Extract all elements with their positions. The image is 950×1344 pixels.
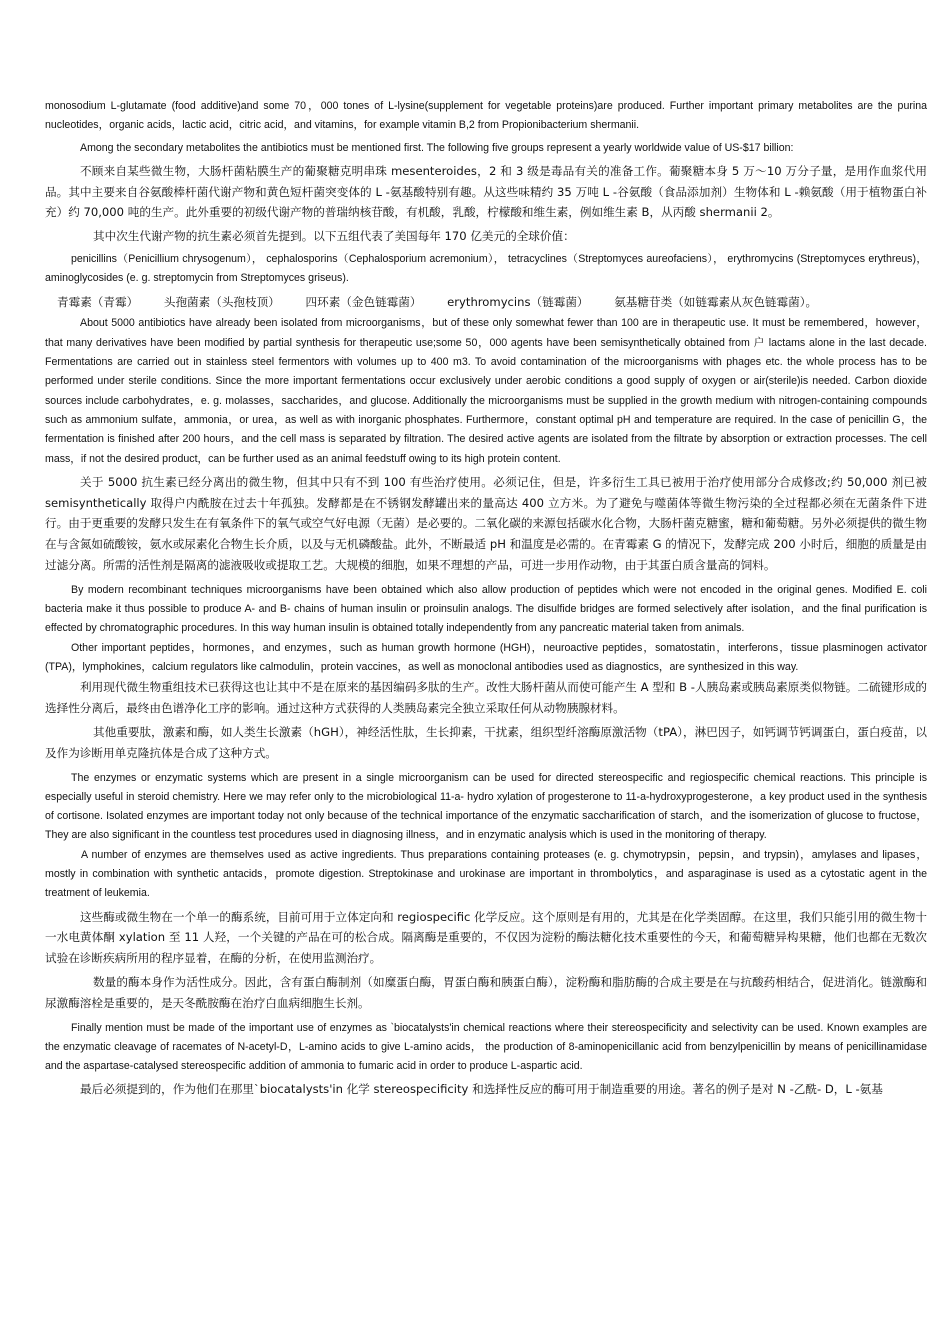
paragraph-biocatalysts-en: Finally mention must be made of the important use of enzymes as `biocatalysts'in chemical reactions where their stereospecificity and selectivity can be used. Known examples are the enzymatic cleavage of racemates of N-acetyl-D，L-amino acids to give L-amino acids， the production of 8-aminopenicillanic acid from benzylpenicillin by means of penicillinamidase and the aspartase-catalysed stereospecific addition of ammonia to fumaric acid in order to produce L-aspartic acid. (45, 1021, 927, 1073)
paragraph-active-enzymes-zh: 数量的酶本身作为活性成分。因此，含有蛋白酶制剂（如糜蛋白酶，胃蛋白酶和胰蛋白酶），淀粉酶和脂肪酶的合成主要是在与抗酸药相结合，促进消化。链激酶和尿激酶溶栓是重要的，是天冬酰胺酶在治疗白血病细胞生长剂。 (45, 974, 927, 1010)
paragraph-recombinant-zh: 利用现代微生物重组技术已获得这也让其中不是在原来的基因编码多肽的生产。改性大肠杆菌从而使可能产生 A 型和 B -人胰岛素或胰岛素原类似物链。二硫键形成的选择性分离后，最终由色谱净化工序的影响。通过这种方式获得的人类胰岛素完全独立采取任何从动物胰腺材料。 (45, 680, 927, 716)
paragraph-fermentation-en: About 5000 antibiotics have already been isolated from microorganisms，but of these only somewhat fewer than 100 are in therapeutic use. It must be remembered，however，that many derivatives have been modified by partial synthesis for therapeutic use;some 50，000 agents have been semisynthetically obtained from 户 lactams alone in the last decade. Fermentations are carried out in stainless steel fermentors with volumes up to 400 m3. To avoid contamination of the microorganisms with phages etc. the whole process has to be performed under sterile conditions. Since the more important fermentations occur exclusively under aerobic conditions a good supply of oxygen or air(sterile)is needed. Carbon dioxide sources include carbohydrates，e. g. molasses，saccharides，and glucose. Additionally the microorganisms must be supplied in the growth medium with nitrogen-containing compounds such as ammonium sulfate，ammonia，or urea，as well as with inorganic phosphates. Furthermore，constant optimal pH and temperature are required. In the case of penicillin G，the fermentation is finished after 200 hours，and the cell mass is separated by filtration. The desired active agents are isolated from the filtrate by absorption or extraction processes. The cell mass，if not the desired product，can be further used as an animal feedstuff owing to its high protein content. (45, 317, 927, 465)
antibiotic-groups-zh (57, 292, 927, 313)
antibiotic-group-zh: 四环素（金色链霉菌） (305, 294, 422, 309)
paragraph-enzymes-zh: 这些酶或微生物在一个单一的酶系统，目前可用于立体定向和 regiospecific 化学反应。这个原则是有用的，尤其是在化学类固醇。在这里，我们只能引用的微生物十一水电黄体酮 xylation 至 11 人羟，一个关键的产品在可的松合成。隔离酶是重要的，不仅因为淀粉的酶法糖化技术重要性的今天，和葡萄糖异构果糖，他们也都在无数次试验在诊断疾病所用的程序显着，在酶的分析，在使用监测治疗。 (45, 909, 927, 966)
antibiotic-group-zh: 青霉素（青霉） (57, 294, 139, 309)
paragraph-primary-metabolites-en: monosodium L-glutamate (food additive)and some 70，000 tones of L-lysine(supplement for vegetable proteins)are produced. Further important primary metabolites are the purina nucleotides，organic acids，lactic acid，citric acid，and vitamins，for example vitamin B,2 from Propionibacterium shermanii. (45, 100, 927, 132)
paragraph-primary-metabolites-zh: 不顾来自某些微生物，大肠杆菌粘膜生产的葡聚糖克明串珠 mesenteroides，2 和 3 级是毒品有关的准备工作。葡聚糖本身 5 万～10 万分子量，是用作血浆代用品。其中主要来自谷氨酸棒杆菌代谢产物和黄色短杆菌突变体的 L -氨基酸特别有趣。从这些味精约 35 万吨 L -谷氨酸（食品添加剂）生物体和 L -赖氨酸（用于植物蛋白补充）约 70,000 吨的生产。此外重要的初级代谢产物的普瑞纳核苷酸，有机酸，乳酸，柠檬酸和维生素，例如维生素 B，从丙酸 shermanii 2。 (45, 163, 927, 220)
paragraph-antibiotics-intro-zh: 其中次生代谢产物的抗生素必须首先提到。以下五组代表了美国每年 170 亿美元的全球价值： (93, 229, 575, 244)
paragraph-fermentation-zh: 关于 5000 抗生素已经分离出的微生物，但其中只有不到 100 有些治疗使用。必须记住，但是，许多衍生工具已被用于治疗使用部分合成修改;约 50,000 剂已被 semisynthetically 取得户内酰胺在过去十年孤独。发酵都是在不锈钢发酵罐出来的量高达 400 立方米。为了避免与噬菌体等微生物污染的全过程都必须在无菌条件下进行。由于更重要的发酵只发生在有氧条件下的氧气或空气好电源（无菌）是必要的。二氧化碳的来源包括碳水化合物，大肠杆菌克糖蜜，糖和葡萄糖。另外必须提供的微生物在与含氮如硫酸铵，氨水或尿素化合物生长介质，以及与无机磷酸盐。此外，不断最适 pH 和温度是必需的。在青霉素 G 的情况下，发酵完成 200 小时后，细胞的质量是由过滤分离。所需的活性剂是隔离的滤液吸收或提取工艺。大规模的细胞，如果不理想的产品，可进一步用作动物，由于其蛋白质含量高的饲料。 (45, 474, 927, 573)
paragraph-enzymes-en: The enzymes or enzymatic systems which are present in a single microorganism can be used for directed stereospecific and regiospecific chemical reactions. This principle is especially useful in steroid chemistry. Here we may refer only to the microbiological 11-a- hydro xylation of progesterone to 11-a-hydroxyprogesterone，a key product used in the synthesis of cortisone. Isolated enzymes are important today not only because of the technical importance of the enzymatic saccharification of starch，and the isomerization of glucose to fructose，They are also significant in the countless test procedures used in diagnosing illness，and in enzymatic analysis which is used in the monitoring of therapy. (45, 771, 927, 842)
paragraph-active-enzymes-en: A number of enzymes are themselves used as active ingredients. Thus preparations containing proteases (e. g. chymotrypsin，pepsin，and trypsin)，amylases and lipases， mostly in combination with synthetic antacids，promote digestion. Streptokinase and urokinase are important in thrombolytics，and asparaginase is used as a cytostatic agent in the treatment of leukemia. (45, 848, 928, 900)
antibiotic-group-zh: 头孢菌素（头孢枝顶） (163, 294, 280, 309)
document-page (45, 97, 927, 1100)
antibiotic-group-zh: erythromycins（链霉菌） (447, 294, 589, 309)
paragraph-peptides-en: Other important peptides，hormones，and enzymes，such as human growth hormone (HGH)，neuroactive peptides，somatostatin，interferons，tissue plasminogen activator (TPA)，lymphokines，calcium regulators like calmodulin，protein vaccines，as well as monoclonal antibodies used as diagnostics，are synthesized in this way. (45, 641, 927, 674)
antibiotic-group-zh: 氨基糖苷类（如链霉素从灰色链霉菌）。 (614, 294, 818, 309)
paragraph-peptides-zh: 其他重要肽，激素和酶，如人类生长激素（hGH），神经活性肽，生长抑素，干扰素，组织型纤溶酶原激活物（tPA），淋巴因子，如钙调节钙调蛋白，蛋白疫苗，以及作为诊断用单克隆抗体是合成了这种方式。 (45, 724, 927, 760)
paragraph-biocatalysts-zh: 最后必须提到的，作为他们在那里`biocatalysts'in 化学 stereospecificity 和选择性反应的酶可用于制造重要的用途。著名的例子是对 N -乙酰- D，L -氨基 (80, 1082, 883, 1097)
paragraph-recombinant-en: By modern recombinant techniques microorganisms have been obtained which also allow production of peptides which were not encoded in the original genes. Modified E. coli bacteria make it thus possible to produce A- and B- chains of human insulin or proinsulin analogs. The disulfide bridges are formed selectively after isolation，and the final purification is effected by chromatographic procedures. In this way human insulin is obtained totally independently from any pancreatic material taken from animals. (45, 583, 927, 635)
paragraph-antibiotics-intro-en: Among the secondary metabolites the antibiotics must be mentioned first. The following five groups represent a yearly worldwide value of US-$17 billion: (80, 141, 794, 154)
paragraph-antibiotic-groups-en: penicillins（Penicillium chrysogenum）， cephalosporins（Cephalosporium acremonium）， tetracyclines（Streptomyces aureofaciens）， erythromycins (Streptomyces erythreus)， aminoglycosides (e. g. streptomycin from Streptomyces griseus). (45, 253, 927, 285)
